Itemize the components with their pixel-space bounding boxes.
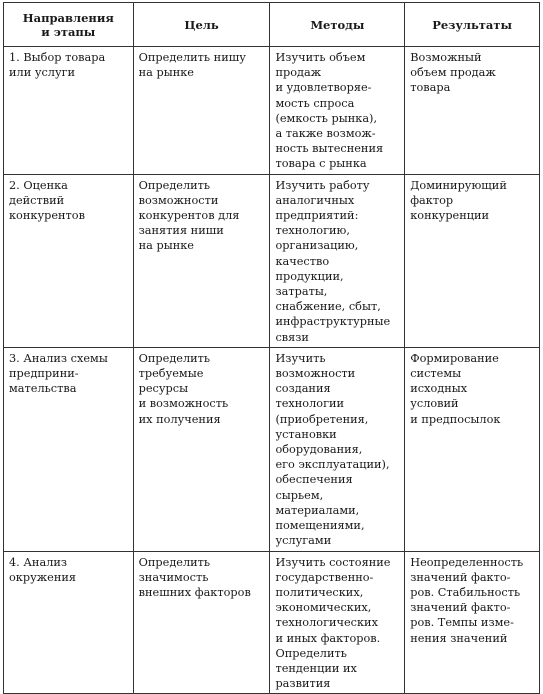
cell-text: материалами, [275, 503, 360, 517]
header-text: Направления [22, 10, 114, 25]
cell-text: на рынке [138, 66, 194, 80]
cell-text: их получения [138, 412, 221, 426]
cell-direction [4, 174, 134, 347]
cell-text: ров. Темпы изме- [410, 616, 514, 630]
cell-text: технологии [275, 397, 345, 411]
cell-text: конкурентов для [138, 209, 240, 223]
cell-methods [270, 47, 405, 175]
cell-text: создания [275, 382, 331, 396]
table-row [4, 347, 540, 551]
cell-text: тенденции их [275, 661, 357, 675]
cell-text: системы [410, 367, 462, 381]
cell-text: Определить [138, 351, 211, 365]
cell-text: услугами [275, 534, 332, 548]
cell-text: или услуги [9, 66, 76, 80]
header-text: Цель [184, 17, 219, 32]
cell-goal [133, 174, 270, 347]
cell-text: Определить [275, 646, 347, 660]
cell-text: мательства [9, 382, 77, 396]
cell-text: и удовлетворяе- [275, 81, 372, 95]
cell-text: технологию, [275, 224, 350, 238]
cell-text: 3. Анализ схемы [9, 351, 108, 365]
cell-goal [133, 551, 270, 694]
cell-text: затраты, [275, 285, 328, 299]
cell-text: ров. Стабильность [410, 585, 521, 599]
cell-text: конкурентов [9, 209, 85, 223]
cell-text: действий [9, 193, 65, 207]
cell-direction [4, 347, 134, 551]
cell-text: 2. Оценка [9, 178, 68, 192]
cell-text: значений факто- [410, 601, 511, 615]
cell-text: предприни- [9, 367, 79, 381]
cell-text: Доминирующий [410, 178, 507, 192]
cell-text: продаж [275, 66, 322, 80]
cell-text: (емкость рынка), [275, 111, 378, 125]
header-directions [4, 3, 134, 47]
cell-text: возможности [275, 367, 356, 381]
cell-text: развития [275, 677, 331, 691]
table-row [4, 174, 540, 347]
cell-text: инфраструктурные [275, 315, 391, 329]
cell-text: значимость [138, 570, 209, 584]
cell-text: обеспечения [275, 473, 353, 487]
cell-text: и предпосылок [410, 412, 501, 426]
cell-text: ность вытеснения [275, 142, 384, 156]
cell-text: установки [275, 427, 337, 441]
cell-methods [270, 551, 405, 694]
cell-text: Формирование [410, 351, 499, 365]
cell-text: Изучить работу [275, 178, 370, 192]
header-results [405, 3, 540, 47]
cell-text: аналогичных [275, 193, 355, 207]
cell-text: и возможность [138, 397, 229, 411]
cell-results [405, 174, 540, 347]
cell-text: окружения [9, 570, 77, 584]
cell-text: требуемые [138, 367, 204, 381]
cell-results [405, 47, 540, 175]
cell-text: объем продаж [410, 66, 496, 80]
cell-text: организацию, [275, 239, 359, 253]
cell-text: и иных факторов. [275, 631, 381, 645]
cell-text: политических, [275, 585, 364, 599]
header-methods [270, 3, 405, 47]
cell-text: конкуренции [410, 209, 490, 223]
cell-text: экономических, [275, 601, 372, 615]
cell-results [405, 347, 540, 551]
cell-text: государственно- [275, 570, 374, 584]
header-text: Результаты [432, 17, 513, 32]
cell-text: значений факто- [410, 570, 511, 584]
cell-text: Определить [138, 178, 211, 192]
cell-text: мость спроса [275, 96, 355, 110]
cell-text: Изучить состояние [275, 555, 391, 569]
cell-methods [270, 347, 405, 551]
cell-text: товара с рынка [275, 157, 367, 171]
cell-text: фактор [410, 193, 454, 207]
cell-text: Изучить [275, 351, 326, 365]
header-text: Методы [310, 17, 365, 32]
cell-text: технологических [275, 616, 378, 630]
business-analysis-table [3, 2, 540, 694]
cell-text: сырьем, [275, 488, 324, 502]
cell-text: а также возмож- [275, 127, 376, 141]
cell-goal [133, 347, 270, 551]
cell-text: его эксплуатации), [275, 458, 390, 472]
cell-text: помещениями, [275, 519, 365, 533]
table-header-row [4, 3, 540, 47]
cell-text: Изучить объем [275, 51, 366, 64]
header-text: и этапы [41, 24, 96, 39]
cell-text: на рынке [138, 239, 194, 253]
cell-text: связи [275, 330, 309, 344]
cell-text: исходных [410, 382, 468, 396]
cell-text: Определить нишу [138, 51, 246, 64]
cell-text: Возможный [410, 51, 482, 64]
cell-text: занятия ниши [138, 224, 224, 238]
table-row [4, 551, 540, 694]
cell-text: 4. Анализ [9, 555, 68, 569]
cell-results [405, 551, 540, 694]
cell-text: качество [275, 254, 330, 268]
cell-text: (приобретения, [275, 412, 369, 426]
cell-direction [4, 551, 134, 694]
cell-text: внешних факторов [138, 585, 251, 599]
cell-goal [133, 47, 270, 175]
cell-methods [270, 174, 405, 347]
cell-direction [4, 47, 134, 175]
cell-text: 1. Выбор товара [9, 51, 106, 64]
cell-text: товара [410, 81, 451, 95]
cell-text: возможности [138, 193, 219, 207]
cell-text: оборудования, [275, 443, 363, 457]
table-row [4, 47, 540, 175]
cell-text: нения значений [410, 631, 508, 645]
cell-text: предприятий: [275, 209, 359, 223]
cell-text: Неопределенность [410, 555, 524, 569]
cell-text: продукции, [275, 269, 344, 283]
cell-text: Определить [138, 555, 211, 569]
header-goal [133, 3, 270, 47]
cell-text: ресурсы [138, 382, 189, 396]
cell-text: снабжение, сбыт, [275, 300, 381, 314]
cell-text: условий [410, 397, 459, 411]
